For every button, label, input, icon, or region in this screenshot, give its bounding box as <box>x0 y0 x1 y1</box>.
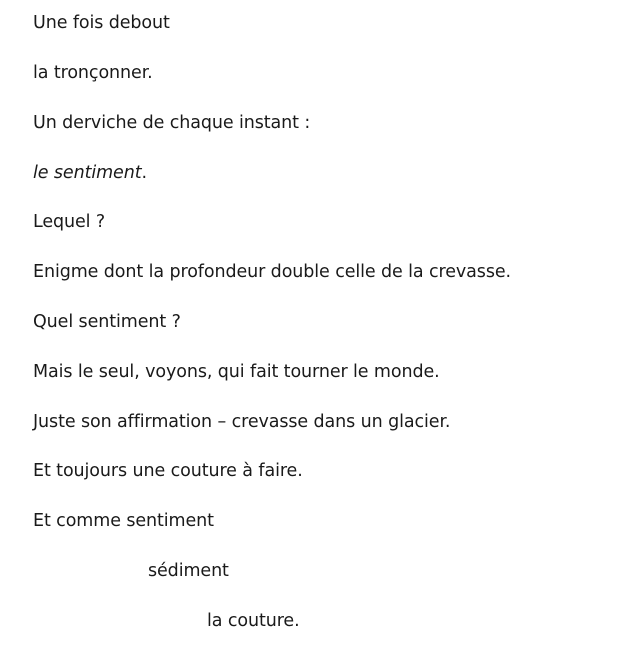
poem-line-italic: le sentiment <box>33 163 142 183</box>
poem-line: Enigme dont la profondeur double celle de la crevasse. <box>33 262 511 282</box>
poem-line: Et comme sentiment <box>33 511 214 531</box>
poem-line-indented: la couture. <box>207 611 300 631</box>
poem-line: Une fois debout <box>33 13 170 33</box>
poem-line-indented: sédiment <box>148 561 229 581</box>
poem-line <box>33 162 147 184</box>
poem-line-suffix: . <box>141 163 147 183</box>
poem-line: Un derviche de chaque instant : <box>33 113 311 133</box>
poem-line: Lequel ? <box>33 212 106 232</box>
poem-line: Et toujours une couture à faire. <box>33 461 303 481</box>
poem-line: la tronçonner. <box>33 63 153 83</box>
poem-line: Quel sentiment ? <box>33 312 181 332</box>
poem-line: Juste son affirmation – crevasse dans un glacier. <box>33 412 451 432</box>
poem-line: Mais le seul, voyons, qui fait tourner le monde. <box>33 362 440 382</box>
